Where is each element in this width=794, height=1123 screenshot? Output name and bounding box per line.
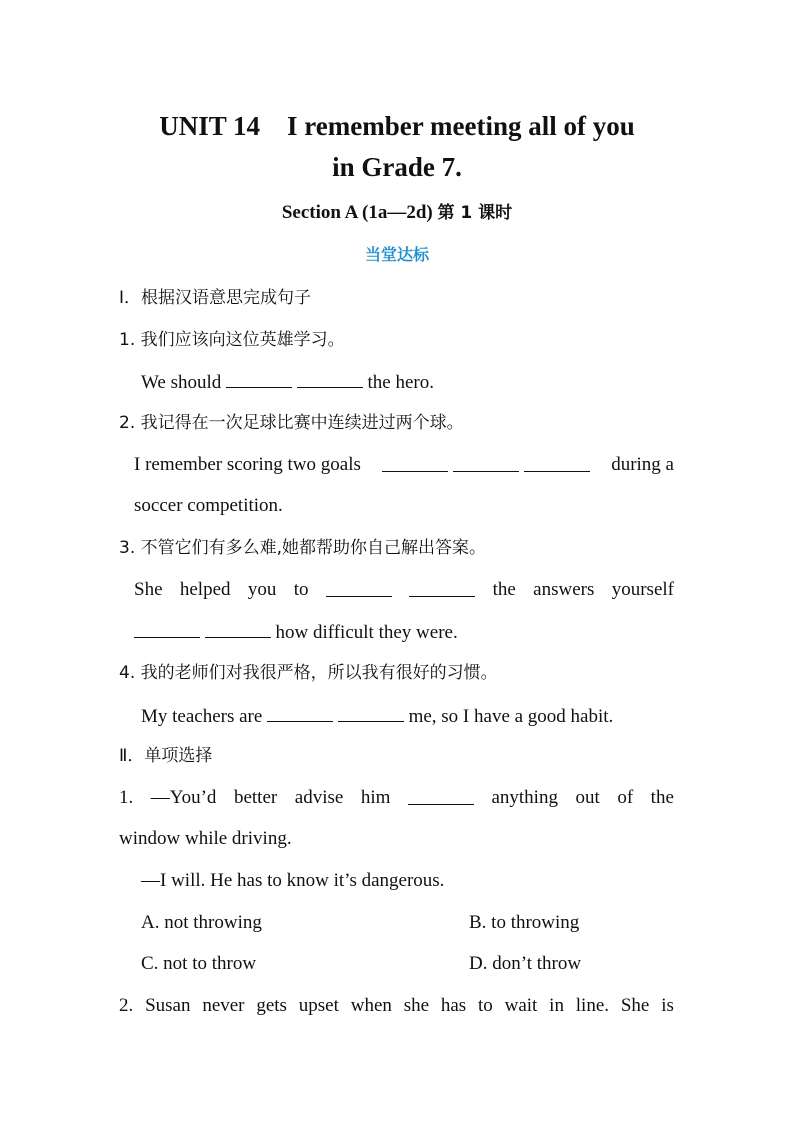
- mc-q1-reply: [141, 868, 674, 894]
- mc-q2-word: upset: [298, 995, 339, 1016]
- q1-chinese: [119, 327, 674, 353]
- answer-blank[interactable]: [338, 702, 404, 722]
- q1-chinese-text: 1. 我们应该向这位英雄学习。: [119, 330, 345, 350]
- mc-q1-line2-text: window while driving.: [119, 828, 292, 849]
- mc-q1-word: of: [617, 787, 634, 808]
- q2-blanks: [382, 452, 590, 480]
- mc-q2-word: She: [620, 995, 650, 1016]
- q4-text-a: My teachers are: [141, 706, 268, 727]
- lesson-number: 第 1 课时: [437, 203, 513, 223]
- mc-q2-word: she: [403, 995, 430, 1016]
- mc-q1-word: him: [360, 787, 391, 808]
- answer-blank[interactable]: [453, 452, 519, 472]
- option-a[interactable]: A. not throwing: [141, 912, 262, 933]
- mc-q2-word: in: [549, 995, 564, 1016]
- q2-chinese: [119, 410, 674, 436]
- mc-q2-word: to: [478, 995, 493, 1016]
- answer-blank[interactable]: [134, 618, 200, 638]
- answer-blank[interactable]: [326, 577, 392, 597]
- answer-blank[interactable]: [205, 618, 271, 638]
- q2-english-cont: [134, 493, 674, 519]
- answer-blank[interactable]: [408, 785, 474, 805]
- q1-text-b: the hero.: [362, 372, 435, 393]
- mc-q1-word: 1.: [119, 787, 134, 808]
- q3-chinese-text: 3. 不管它们有多么难,她都帮助你自己解出答案。: [119, 538, 487, 558]
- mc-q2-word: line.: [575, 995, 610, 1016]
- mc-q2-word: wait: [504, 995, 538, 1016]
- q3-text-c: how difficult they were.: [270, 622, 458, 643]
- q2-chinese-text: 2. 我记得在一次足球比赛中连续进过两个球。: [119, 413, 464, 433]
- q2-text-c: soccer competition.: [134, 495, 283, 516]
- mc-q2-word: never: [202, 995, 245, 1016]
- q3-word: answers: [533, 579, 595, 600]
- section-range: Section A (1a—2d): [281, 202, 438, 223]
- q1-text-a: We should: [141, 372, 227, 393]
- answer-blank[interactable]: [297, 368, 363, 388]
- answer-blank[interactable]: [524, 452, 590, 472]
- mc-q1-word: better: [233, 787, 278, 808]
- mc-q1-word: the: [650, 787, 674, 808]
- unit-title-line-1: UNIT 14 I remember meeting all of you: [159, 111, 635, 141]
- mc-q2-word: Susan: [145, 995, 191, 1016]
- option-c[interactable]: C. not to throw: [141, 953, 257, 974]
- mc-q1-word: anything: [491, 787, 558, 808]
- q3-word: yourself: [611, 579, 674, 600]
- mc-q2-line1: [119, 993, 674, 1019]
- option-b[interactable]: B. to throwing: [469, 912, 580, 933]
- answer-blank[interactable]: [267, 702, 333, 722]
- q2-text-b: during a: [611, 454, 674, 475]
- mc-q2-word: 2.: [119, 995, 134, 1016]
- q3-word: you: [247, 579, 277, 600]
- q3-word: to: [293, 579, 309, 600]
- q4-english: [141, 702, 674, 730]
- q2-english: [134, 452, 674, 480]
- q3-english-cont: [134, 618, 674, 646]
- mc-q1-word: —You’d: [150, 787, 217, 808]
- mc-q1-line1: [119, 785, 674, 811]
- mc-q2-word: has: [440, 995, 467, 1016]
- q3-word: She: [134, 579, 163, 600]
- q1-english: [141, 368, 674, 396]
- q2-text-a: I remember scoring two goals: [134, 454, 361, 475]
- practice-heading: 当堂达标: [364, 245, 429, 264]
- q3-word: helped: [179, 579, 231, 600]
- q3-english: [134, 577, 674, 603]
- answer-blank[interactable]: [409, 577, 475, 597]
- section-subtitle: [0, 201, 794, 225]
- unit-title-line-2: in Grade 7.: [332, 152, 462, 182]
- part2-label: [119, 743, 674, 769]
- q3-chinese: [119, 535, 674, 561]
- mc-q2-word: gets: [256, 995, 287, 1016]
- part1-label-text: Ⅰ．根据汉语意思完成句子: [119, 288, 312, 308]
- part2-label-text: Ⅱ．单项选择: [119, 746, 213, 766]
- mc-q2-word: when: [350, 995, 392, 1016]
- mc-q2-word: is: [661, 995, 674, 1016]
- q4-chinese: [119, 660, 674, 686]
- q4-text-b: me, so I have a good habit.: [403, 706, 614, 727]
- part1-label: [119, 285, 674, 311]
- option-d[interactable]: D. don’t throw: [469, 953, 582, 974]
- q4-chinese-text: 4. 我的老师们对我很严格，所以我有很好的习惯。: [119, 663, 498, 683]
- answer-blank[interactable]: [382, 452, 448, 472]
- q3-word: the: [492, 579, 516, 600]
- mc-q1-reply-text: —I will. He has to know it’s dangerous.: [141, 870, 445, 891]
- mc-q1-line2: [119, 826, 674, 852]
- answer-blank[interactable]: [226, 368, 292, 388]
- mc-q1-word: out: [575, 787, 600, 808]
- mc-q1-word: advise: [294, 787, 344, 808]
